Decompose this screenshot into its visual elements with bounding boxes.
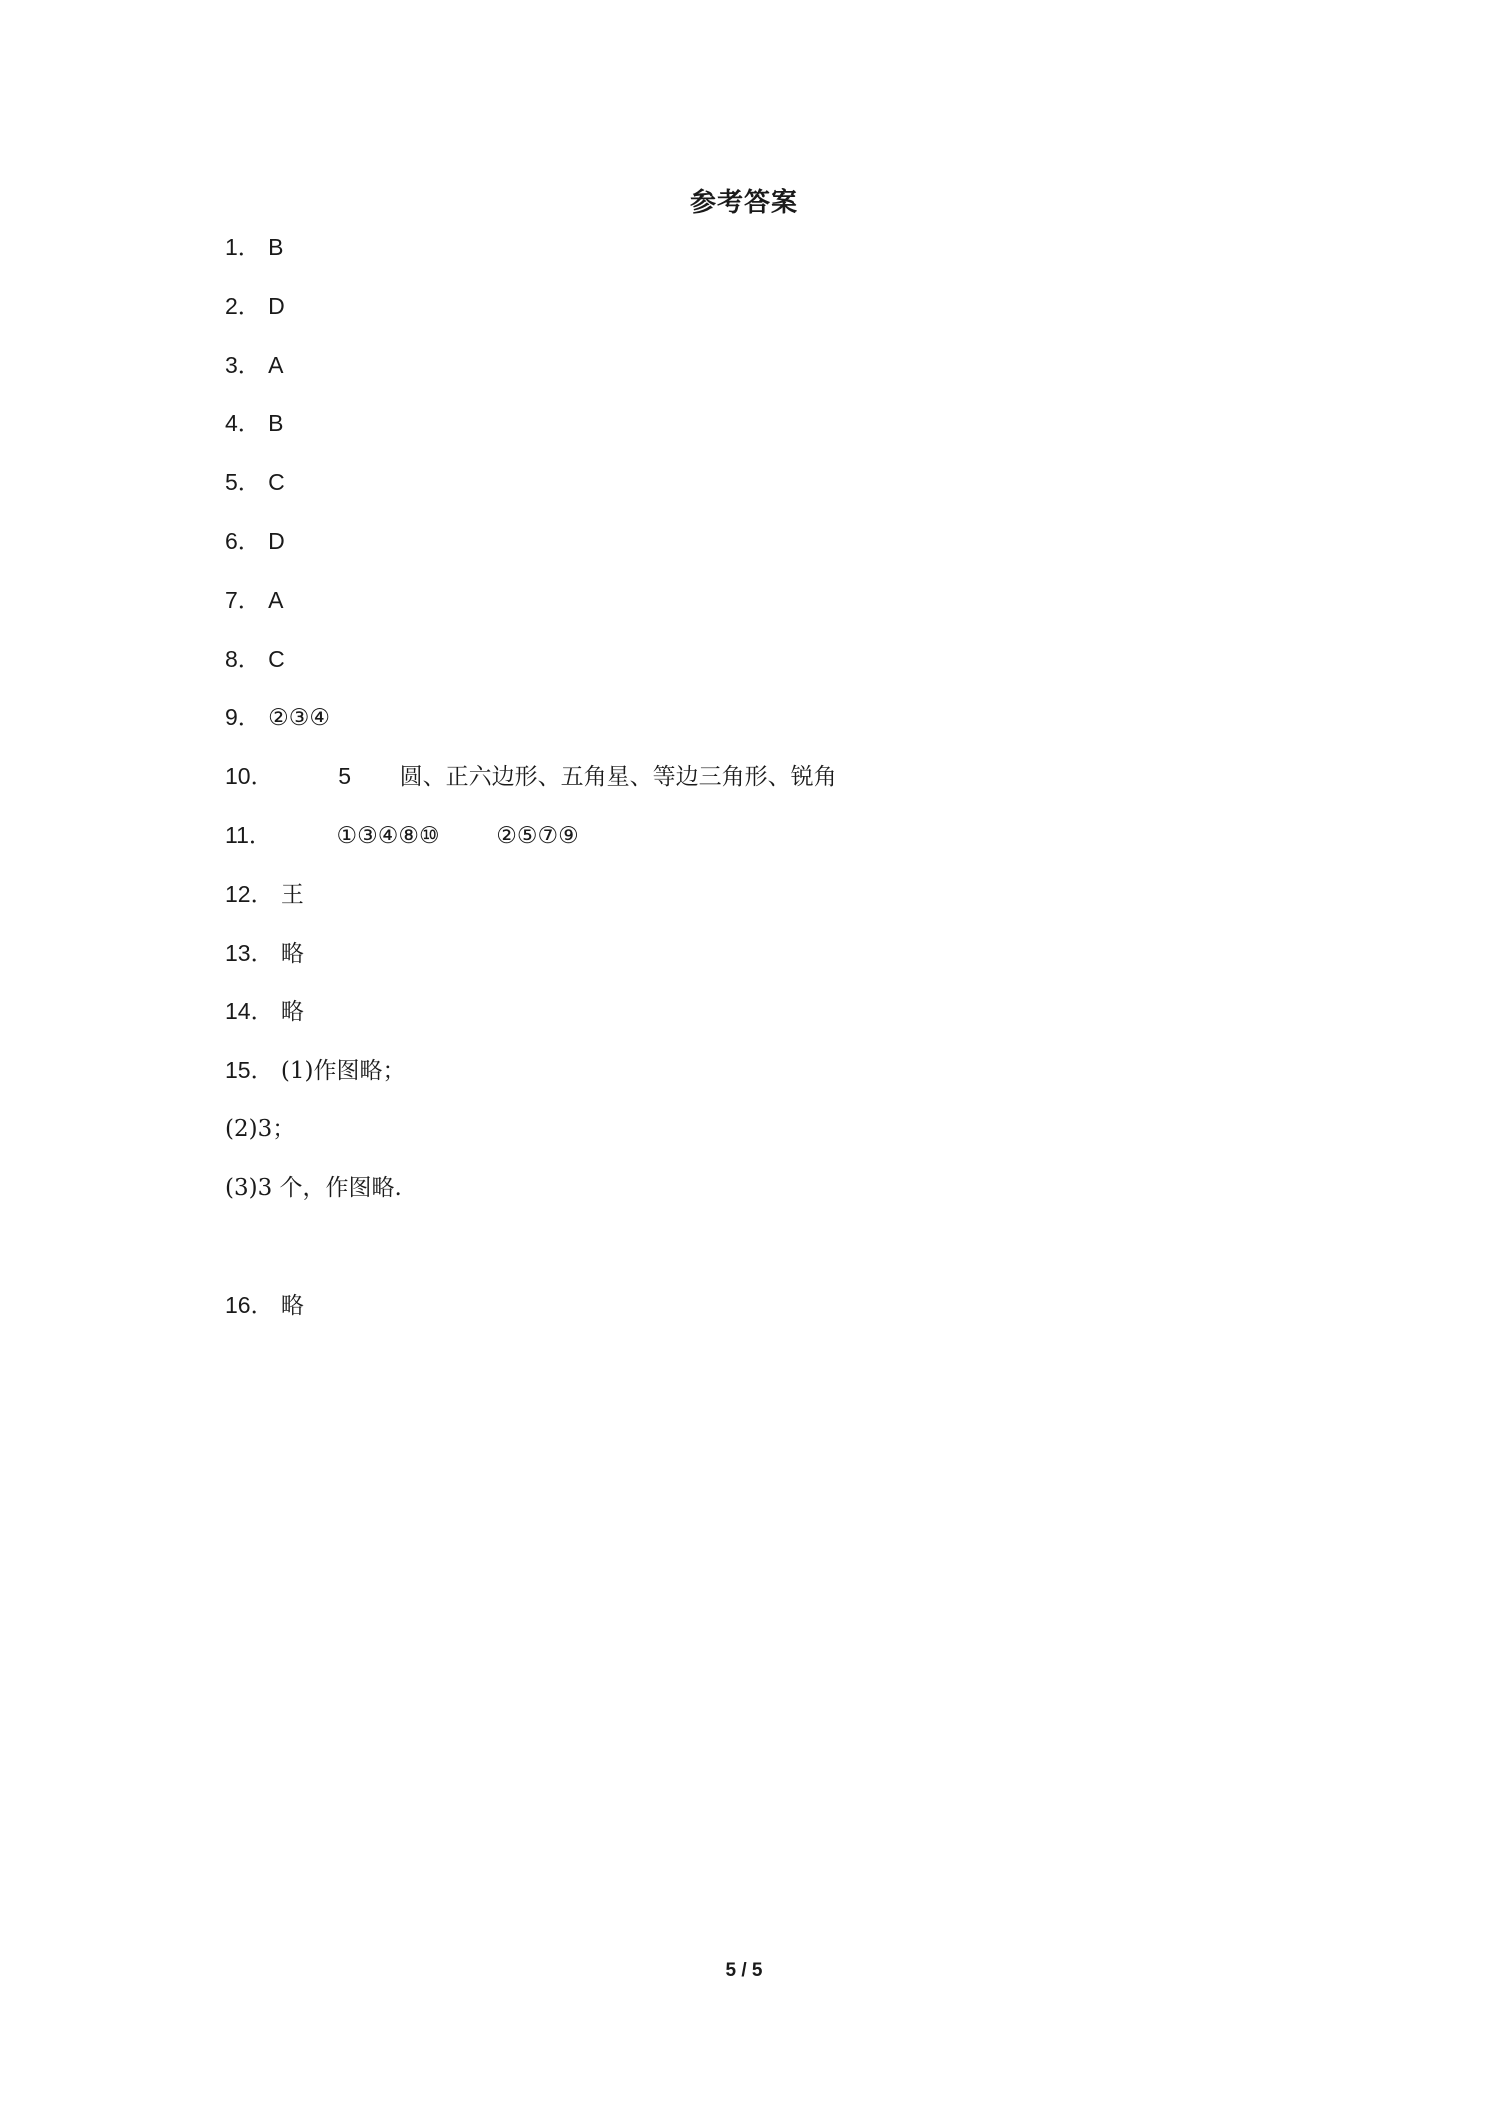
answer-text: D: [268, 527, 285, 554]
answer-item-16: [225, 1290, 1265, 1349]
answer-item-9: [225, 702, 1265, 761]
page-number: 5 / 5: [725, 1960, 763, 1981]
answer-item-3: [225, 350, 1265, 409]
answer-text: (2)3；: [225, 1115, 296, 1142]
answer-blank-1: 5: [338, 763, 352, 790]
answer-list: [225, 232, 1265, 1349]
question-number: 14．: [225, 998, 274, 1025]
answer-text: C: [268, 645, 285, 672]
answer-text: C: [268, 469, 285, 496]
question-number: 11．: [225, 821, 272, 848]
answer-text: 略: [280, 1293, 304, 1320]
question-number: 6．: [225, 527, 261, 554]
answer-item-12: [225, 879, 1265, 938]
answer-item-5: [225, 467, 1265, 526]
question-number: 10．: [225, 763, 274, 790]
answer-item-13: [225, 938, 1265, 997]
answer-text: A: [268, 586, 284, 613]
question-number: 16．: [225, 1292, 274, 1319]
answer-item-8: [225, 644, 1265, 703]
question-number: 7．: [225, 586, 261, 613]
answer-item-15-part-3: [225, 1173, 1265, 1232]
answer-item-14: [225, 996, 1265, 1055]
answer-text: 略: [280, 940, 304, 967]
answer-text: 王: [280, 881, 304, 908]
answer-item-7: [225, 585, 1265, 644]
answer-blank-2: ②⑤⑦⑨: [496, 822, 579, 849]
answer-item-10: [225, 761, 1265, 820]
question-number: 12．: [225, 880, 274, 907]
answer-item-6: [225, 526, 1265, 585]
answer-item-4: [225, 408, 1265, 467]
answer-blank-2: 圆、正六边形、五角星、等边三角形、锐角: [399, 764, 837, 791]
question-number: 3．: [225, 351, 261, 378]
answer-text: B: [268, 410, 284, 437]
answer-text: B: [268, 234, 284, 260]
answer-text: A: [268, 351, 284, 378]
question-number: 9．: [225, 704, 261, 731]
answer-text: D: [268, 292, 285, 319]
page-title: 参考答案: [689, 188, 798, 218]
answer-item-1: [225, 232, 1265, 291]
answer-item-11: [225, 820, 1265, 879]
question-number: 1．: [225, 234, 261, 260]
answer-blank-1: ①③④⑧⑩: [336, 822, 440, 849]
question-number: 2．: [225, 292, 261, 319]
answer-item-15: [225, 1055, 1265, 1114]
answer-item-15-part-2: [225, 1114, 1265, 1173]
question-number: 5．: [225, 469, 261, 496]
question-number: 4．: [225, 410, 261, 437]
question-number: 8．: [225, 645, 261, 672]
answer-text: (3)3 个，作图略.: [225, 1174, 402, 1201]
blank-line: [225, 1232, 1265, 1291]
question-number: 13．: [225, 939, 274, 966]
question-number: 15．: [225, 1057, 274, 1084]
answer-text: ②③④: [268, 705, 330, 732]
answer-text: (1)作图略；: [280, 1058, 406, 1085]
answer-item-2: [225, 291, 1265, 350]
answer-text: 略: [280, 999, 304, 1026]
